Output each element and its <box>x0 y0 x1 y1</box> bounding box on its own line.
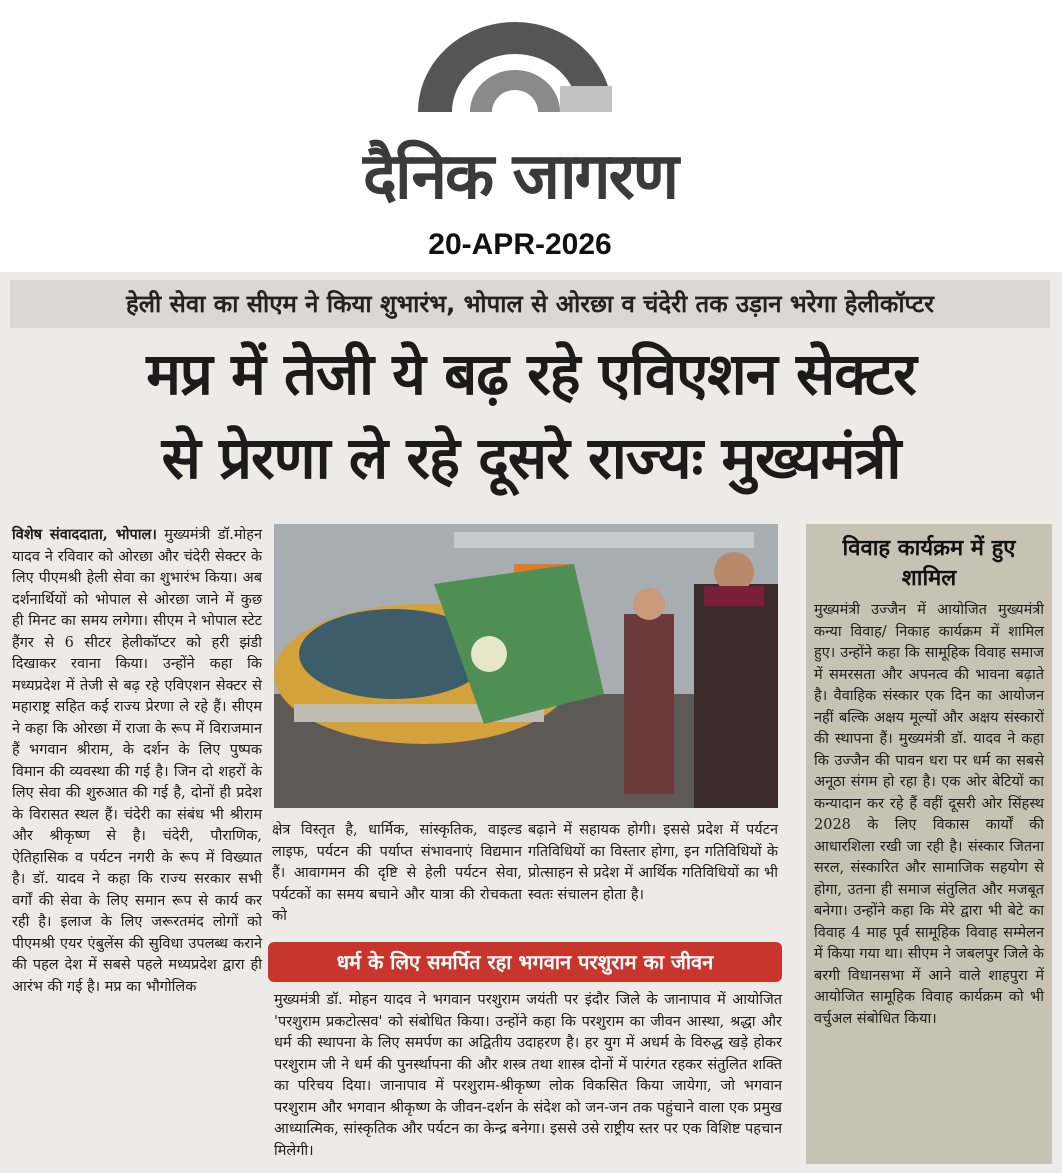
subarticle-body: मुख्यमंत्री डॉ. मोहन यादव ने भगवान परशुराम जयंती पर इंदौर जिले के जानापाव में आयोजित 'परशुराम प्रकटोत्सव' को संबोधित किया। उन्होंने कहा कि परशुराम का जीवन आस्था, श्रद्धा और धर्म की स्थापना के लिए समर्पण का अद्वितीय उदाहरण है। हर युग में अधर्म के विरुद्ध खड़े होकर परशुराम जी ने धर्म की पुनर्स्थापना की और शस्त्र तथा शास्त्र दोनों में पारंगत रहकर संतुलित शक्ति का परिचय दिया। जानापाव में परशुराम-श्रीकृष्ण लोक विकसित किया जायेगा, जो भगवान परशुराम और भगवान श्रीकृष्ण के जीवन-दर्शन के संदेश को जन-जन तक पहुंचाने वाला एक प्रमुख आध्यात्मिक, सांस्कृतिक और पर्यटन का केन्द्र बनेगा। इससे उसे राष्ट्रीय स्तर पर एक विशिष्ट पहचान मिलेगी। <box>274 992 782 1159</box>
newspaper-brand: दैनिक जागरण <box>362 140 678 214</box>
sidebar-body: मुख्यमंत्री उज्जैन में आयोजित मुख्यमंत्री कन्या विवाह/ निकाह कार्यक्रम में शामिल हुए। उन्होंने कहा कि सामूहिक विवाह समाज में समरसता और अपनत्व की भावना बढ़ाते है। वैवाहिक संस्कार एक दिन का आयोजन नहीं बल्कि अक्षय मूल्यों और अक्षय संस्कारों की स्थापना हैं। मुख्यमंत्री डॉ. यादव ने कहा कि उज्जैन की पावन धरा पर धर्म का सबसे अनूठा संगम हो रहा है। एक ओर बेटियों का कन्यादान कर रहे हैं वहीं दूसरी ओर सिंहस्थ 2028 के लिए विकास कार्यों की आधारशिला रखी जा रही है। संस्कार जितना सरल, संस्कारित और सामाजिक सहयोग से होगा, उतना ही समाज संतुलित और मजबूत बनेगा। उन्होंने कहा कि मेरे द्वारा भी बेटे का विवाह 4 माह पूर्व सामूहिक विवाह सम्मेलन में किया गया था। सीएम ने जबलपुर जिले के बरगी विधानसभा में आने वाले शाहपुरा में आयोजित सामूहिक विवाह कार्यक्रम को भी वर्चुअल संबोधित किया। <box>814 602 1044 1027</box>
headline-line-1: मप्र में तेजी ये बढ़ रहे एविएशन सेक्टर <box>146 340 916 408</box>
news-clipping <box>0 272 1062 1173</box>
article-column-mid-a: क्षेत्र विस्तृत है, धार्मिक, सांस्कृतिक, वाइल्ड लाइफ, पर्यटन की पर्याप्त संभावनाएं विद्यमान हैं। आवागमन की दृष्टि से हेली पर्यटन सेवा, पर्यटकों का समय बचाने और यात्रा की रोचकता को <box>272 822 522 924</box>
article-column-left <box>12 524 262 998</box>
sidebar-box <box>806 524 1052 1164</box>
subarticle-banner: धर्म के लिए समर्पित रहा भगवान परशुराम का जीवन <box>268 942 782 982</box>
news-photo <box>274 524 778 808</box>
newspaper-logo-icon <box>410 12 620 122</box>
article-column-mid-b: बढ़ाने में सहायक होगी। इससे प्रदेश में पर्यटन गतिविधियों का विस्तार होगा, इन गतिविधियों के प्रोत्साहन से प्रदेश में आर्थिक गतिविधियों का भी स्वतः संचालन होता है। <box>528 822 778 903</box>
article-headline <box>0 332 1062 500</box>
sidebar-heading: विवाह कार्यक्रम में हुए शामिल <box>842 536 1016 591</box>
byline: विशेष संवाददाता, भोपाल। <box>12 526 157 543</box>
body-left: मुख्यमंत्री डॉ.मोहन यादव ने रविवार को ओरछा और चंदेरी सेक्टर के लिए पीएमश्री हेली सेवा का शुभारंभ किया। अब दर्शनार्थियों को भोपाल से ओरछा जाने में कुछ ही मिनट का समय लगेगा। सीएम ने भोपाल स्टेट हैंगर से 6 सीटर हेलीकॉप्टर को हरी झंडी दिखाकर रवाना किया। उन्होंने कहा कि मध्यप्रदेश में तेजी से बढ़ रहे एविएशन सेक्टर से महाराष्ट्र सहित कई राज्य प्रेरणा ले रहे हैं। सीएम ने कहा कि ओरछा में राजा के रूप में विराजमान हैं भगवान श्रीराम, के दर्शन के लिए पुष्पक विमान की व्यवस्था की गई है। जिन दो शहरों के लिए सेवा की शुरुआत की गई है, दोनों ही प्रदेश के विरासत स्थल हैं। चंदेरी का संबंध भी श्रीराम और श्रीकृष्ण से है। चंदेरी, पौराणिक, ऐतिहासिक व पर्यटन नगरी के रूप में विख्यात है। डॉ. यादव ने कहा कि राज्य सरकार सभी वर्गों की सेवा के लिए समान रूप से कार्य कर रही है। इलाज के लिए जरूरतमंद लोगों को पीएमश्री एयर एंबुलेंस की सुविधा उपलब्ध कराने की पहल देश में सबसे पहले मध्यप्रदेश द्वारा ही आरंभ की गई है। मप्र का भौगोलिक <box>12 527 262 995</box>
masthead <box>0 0 1062 272</box>
publication-date: 20-APR-2026 <box>428 228 612 261</box>
headline-line-2: से प्रेरणा ले रहे दूसरे राज्यः मुख्यमंत्री <box>161 424 901 492</box>
article-kicker: हेली सेवा का सीएम ने किया शुभारंभ, भोपाल से ओरछा व चंदेरी तक उड़ान भरेगा हेलीकॉप्टर <box>10 280 1050 328</box>
helicopter-flag-off-photo <box>274 524 778 808</box>
